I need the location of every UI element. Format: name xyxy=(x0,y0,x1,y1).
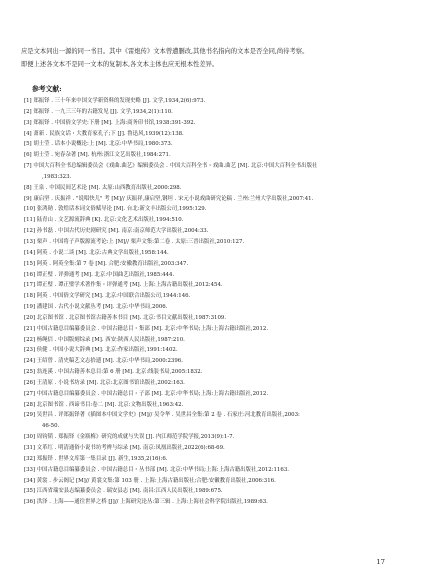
intro-line: 应是文本同出一源的同一书目。其中《雷炮传》文本曾遭删改,其他书名指向的文本是否全同,尚待考察。 xyxy=(21,48,309,55)
reference-item xyxy=(24,129,408,140)
reference-item xyxy=(24,465,408,476)
reference-text: [8] 王泉 . 中国民间艺术论 [M]. 太原:山西教育出版社,2000:298. xyxy=(24,184,182,191)
reference-item xyxy=(24,410,408,432)
reference-item xyxy=(24,432,408,443)
reference-text: [20] 北京图书馆 . 北京图书馆古籍善本书目 [M]. 北京:书目文献出版社,1987:3109. xyxy=(24,314,227,321)
reference-item xyxy=(24,497,408,508)
reference-text: [11] 陆青山 . 文艺源流辞典 [K]. 北京:文化艺术出版社,1994:510. xyxy=(24,217,184,224)
reference-item xyxy=(24,367,408,378)
reference-text: [30] 周钧韬 . 郑振铎《金瓶梅》研究的成就与失误 [J]. 内江师范学院学报,2013(9):1-7. xyxy=(24,434,235,441)
reference-item xyxy=(24,400,408,411)
reference-text: [19] 潘建国 . 古代小说文献丛考 [M]. 北京:中华书局,2006. xyxy=(24,304,168,311)
reference-text: [34] 黄裳 . 步云阁记 [M]// 黄裳文集:第 103 册 . 上海:上海古籍出版社;合肥:安徽教育出版社,2006:316. xyxy=(24,477,276,484)
reference-item xyxy=(24,389,408,400)
intro-paragraph xyxy=(21,46,406,71)
reference-text: [4] 萧新 . 民族文话・大教育家孔子;下 [J]. 鲁迅风,1939(12):138. xyxy=(24,130,184,137)
reference-text: [7] 中国大百科全书总编辑委员会《戏曲.曲艺》编辑委员会 . 中国大百科全书・戏曲.曲艺 [M]. 北京:中国大百科全书出版社 xyxy=(24,163,318,170)
reference-item xyxy=(24,270,408,281)
reference-item xyxy=(24,345,408,356)
reference-text: [16] 谭正璧 . 评弹通考 [M]. 北京:中国曲艺出版社,1985:444. xyxy=(24,271,175,278)
reference-continuation: 46-50. xyxy=(42,423,60,430)
reference-item xyxy=(24,194,408,205)
reference-item xyxy=(24,204,408,215)
reference-text: [29] 吴世昌 . 评郑振铎著《插图本中国文学史》[M]// 吴令华 . 吴世昌全集:第 2 卷 . 石家庄:河北教育出版社,2003: xyxy=(24,412,300,419)
reference-item xyxy=(24,280,408,291)
reference-item xyxy=(24,486,408,497)
reference-item xyxy=(24,96,408,107)
reference-text: [23] 侯健 . 中国小说大辞典 [M]. 北京:作家出版社,1991:1402. xyxy=(24,347,178,354)
reference-item xyxy=(24,291,408,302)
reference-continuation: ,1983:323. xyxy=(42,173,72,180)
reference-text: [32] 郑振铎 . 世界文库第一集目录 [J]. 新生,1935,2(16):6. xyxy=(24,455,168,462)
reference-text: [25] 翁连溪 . 中国古籍善本总目:第 6 册 [M]. 北京:线装书局,2005:1832. xyxy=(24,369,203,376)
reference-text: [3] 郑振铎 . 中国俗文学史:下册 [M]. 上海:商务印书馆,1938:391-392. xyxy=(24,119,196,126)
reference-text: [14] 阿英 . 小说二谈 [M]. 北京:古典文学出版社,1958:144. xyxy=(24,249,169,256)
reference-item xyxy=(24,107,408,118)
reference-text: [6] 胡士莹 . 宛春杂著 [M]. 杭州:浙江文艺出版社,1984:271. xyxy=(24,152,171,159)
reference-item xyxy=(24,313,408,324)
reference-item xyxy=(24,443,408,454)
reference-text: [13] 栗声 . 中国将子声版源流考论:上 [M]// 栗声文集:第二卷 . 太原:三晋出版社,2010:127. xyxy=(24,238,245,245)
reference-item xyxy=(24,161,408,183)
reference-item xyxy=(24,335,408,346)
reference-text: [12] 孙书磊 . 中国古代历史剧研究 [M]. 南京:南京师范大学出版社,2004:33. xyxy=(24,228,209,235)
reference-text: [9] 康启坚 . 庆振祥 . "说唱快儿" 考 [M]// 庆振祥,康启坚,钢坦 . 宋元小说戏曲研究论稿 . 兰州:兰州大学出版社,2007:41. xyxy=(24,195,314,202)
reference-text: [31] 文革红 . 明清通俗小说书坊考辨与综录 [M]. 南京:凤凰出版社,2022(6):68-69. xyxy=(24,445,225,451)
reference-item xyxy=(24,139,408,150)
reference-item xyxy=(24,118,408,129)
reference-text: [27] 中国古籍总目编纂委员会 . 中国古籍总目・子部 [M]. 北京:中华书局;上海:上海古籍出版社,2012. xyxy=(24,390,269,397)
reference-item xyxy=(24,356,408,367)
reference-item xyxy=(24,183,408,194)
reference-item xyxy=(24,378,408,389)
reference-text: [5] 胡士莹 . 话本小说概论:上 [M]. 北京:中华书局,1980:373. xyxy=(24,141,173,148)
reference-item xyxy=(24,476,408,487)
reference-item xyxy=(24,215,408,226)
references-title: 参考文献: xyxy=(32,85,62,93)
reference-text: [21] 中国古籍总目编纂委员会 . 中国古籍总目・集部 [M]. 北京:中华书局;上海:上海古籍出版社,2012. xyxy=(24,325,269,332)
reference-item xyxy=(24,248,408,259)
reference-text: [24] 王绍曾 . 清史稿艺文志拾遗 [M]. 北京:中华书局,2000:2396. xyxy=(24,358,183,365)
intro-line: 即便上述各文本不是同一文本的复制本,各文本主体也应无根本性差异。 xyxy=(21,60,219,68)
reference-text: [36] 洪泽 . 上海——通往世界之桥 [J]// 上海研究论丛:第三辑 . 上海:上海社会科学院出版社,1989:63. xyxy=(24,499,268,506)
reference-item xyxy=(24,150,408,161)
reference-item xyxy=(24,454,408,465)
reference-text: [15] 阿英 . 阿英全集:第 7 卷 [M]. 合肥:安徽教育出版社,2003:347. xyxy=(24,260,189,267)
references-list xyxy=(24,96,408,508)
reference-text: [1] 郑振铎 . 三十年来中国文学新资料的发现史略 [J]. 文学,1934,2(6):973. xyxy=(24,98,206,104)
reference-item xyxy=(24,226,408,237)
reference-item xyxy=(24,259,408,270)
reference-text: [35] 江西省瑞安县志编纂委员会 . 瑞安县志 [M]. 南昌:江西人民出版社,1989:675. xyxy=(24,488,223,495)
reference-text: [22] 杨绳信 . 中国版刻综录 [M]. 西安:陕西人民出版社,1987:210. xyxy=(24,336,185,343)
reference-text: [17] 谭正璧 . 谭正璧学术著作集・评弹通考 [M]. 上海:上海古籍出版社,2012:454. xyxy=(24,282,223,289)
reference-text: [18] 阿英 . 中国俗文学研究 [M]. 北京:中国联合出版公司,1944:146. xyxy=(24,293,191,300)
reference-text: [26] 王清原 . 小说书坊录 [M]. 北京:北京图书馆出版社,2002:163. xyxy=(24,379,185,386)
reference-text: [28] 北京图书馆 . 西谛书目:卷二 [M]. 北京:文物出版社,1963:42. xyxy=(24,401,184,408)
reference-item xyxy=(24,324,408,335)
page-number: 17 xyxy=(376,558,385,566)
reference-item xyxy=(24,237,408,248)
reference-text: [2] 郑振铎 . 一九三三年的古籍发见 [J]. 文学,1934,2(1):110. xyxy=(24,108,173,115)
reference-item xyxy=(24,302,408,313)
reference-text: [33] 中国古籍总目编纂委员会 . 中国古籍总目・丛书部 [M]. 北京:中华书局;上海:上海古籍出版社,2012:1163. xyxy=(24,466,289,473)
reference-text: [10] 张鸿勋 . 敦煌话本词文俗赋导论 [M]. 台北:新文丰出版公司,1995:129. xyxy=(24,206,207,213)
